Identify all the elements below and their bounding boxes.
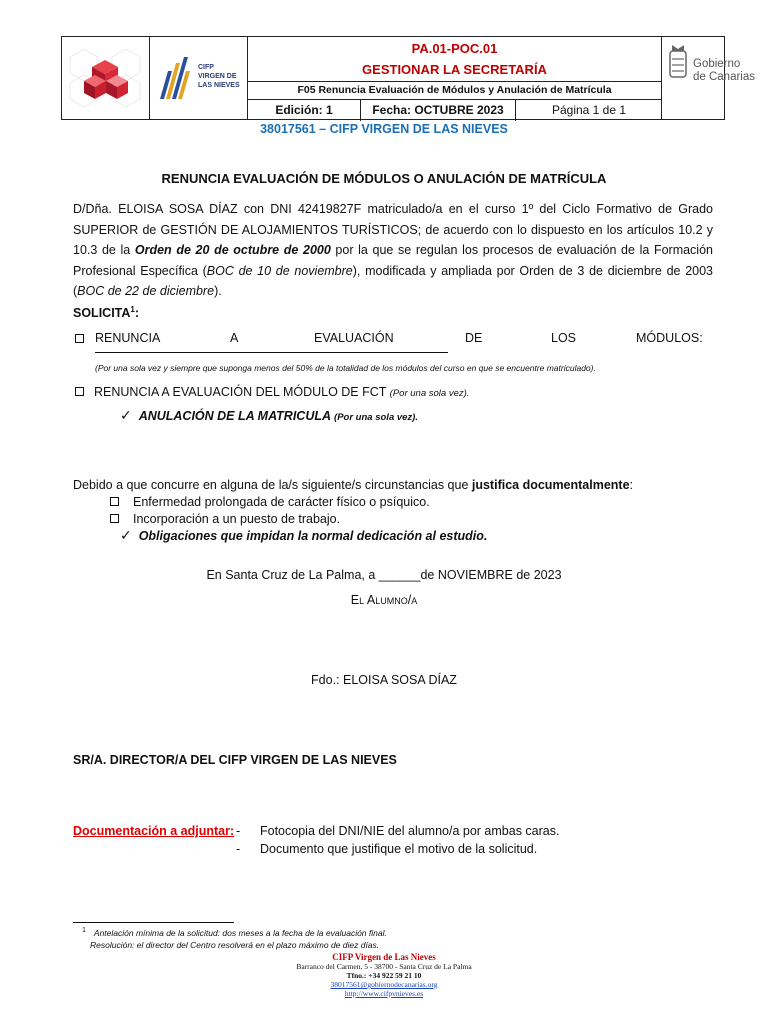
gov-logo-text xyxy=(693,58,755,84)
header-center-cell xyxy=(248,37,662,119)
footnote xyxy=(82,927,387,938)
solicita-label: SOLICITA xyxy=(73,306,131,321)
list-dash: - xyxy=(236,842,241,856)
document-title: RENUNCIA EVALUACIÓN DE MÓDULOS O ANULACIÓN DE MATRÍCULA xyxy=(161,171,607,186)
option-word: DE xyxy=(465,331,483,345)
footer-phone: Tfno.: +34 922 59 21 10 xyxy=(346,971,422,980)
gov-logo-line2: de Canarias xyxy=(693,71,756,83)
boc-reference: BOC de 10 de noviembre xyxy=(206,263,353,278)
gov-logo-line1: Gobierno xyxy=(693,58,741,70)
option-renuncia-fct xyxy=(73,385,469,399)
list-dash: - xyxy=(236,824,241,838)
intro-text: Debido a que concurre en alguna de la/s siguiente/s circunstancias que xyxy=(73,478,472,492)
process-name: GESTIONAR LA SECRETARÍA xyxy=(362,62,547,77)
option-word: A xyxy=(230,331,239,345)
check-mark-icon[interactable]: ✓ xyxy=(120,407,132,423)
option-label: RENUNCIA A EVALUACIÓN DEL MÓDULO DE FCT xyxy=(94,385,390,399)
modules-blank-line[interactable] xyxy=(95,352,448,353)
circumstance-label: Incorporación a un puesto de trabajo. xyxy=(133,512,341,526)
cubes-logo-icon xyxy=(62,37,148,119)
header-table xyxy=(61,36,725,120)
circumstance-item xyxy=(120,527,487,544)
edition-date: Fecha: OCTUBRE 2023 xyxy=(361,100,516,121)
header-logo-cell xyxy=(62,37,150,119)
school-logo-text: CIFP VIRGEN DE LAS NIEVES xyxy=(198,64,240,89)
footnote-text: Antelación mínima de la solicitud: dos meses a la fecha de la evaluación final. xyxy=(93,927,387,938)
request-paragraph xyxy=(73,199,713,302)
document-item: Fotocopia del DNI/NIE del alumno/a por ambas caras. xyxy=(260,824,560,838)
footer-school-name: CIFP Virgen de Las Nieves xyxy=(332,952,436,962)
form-name: F05 Renuncia Evaluación de Módulos y Anulación de Matrícula xyxy=(297,84,612,96)
option-label: ANULACIÓN DE LA MATRICULA xyxy=(138,409,335,423)
option-note: (Por una sola vez y siempre que suponga menos del 50% de la totalidad de los módulos del curso en que se encuentre matriculado). xyxy=(95,363,596,373)
option-word: RENUNCIA xyxy=(95,331,161,345)
paragraph-text: D/Dña. ELOISA SOSA DÍAZ con DNI 42419827F matriculado/a en el curso 1º del Ciclo Formativo de Grado SUPERIOR de GESTIÓN DE ALOJAMIENTOS TURÍSTICOS; de acuerdo con lo dispuesto en los artículos 10.2 y 10.3 de la xyxy=(73,202,713,257)
signature-line: Fdo.: ELOISA SOSA DÍAZ xyxy=(311,673,457,687)
option-word: LOS xyxy=(551,331,577,345)
intro-text: : xyxy=(629,478,634,492)
paragraph-text: ), modificada y ampliada por Orden de 3 de diciembre de 2003 ( xyxy=(73,263,713,298)
order-reference: Orden de 20 de octubre de 2000 xyxy=(134,243,331,257)
boc-reference: BOC de 22 de diciembre xyxy=(77,284,215,298)
footnote-mark: 1 xyxy=(82,927,86,934)
page-number: Página 1 de 1 xyxy=(551,103,627,117)
circumstances-intro xyxy=(73,478,633,492)
addressee: SR/A. DIRECTOR/A DEL CIFP VIRGEN DE LAS NIEVES xyxy=(73,753,397,767)
circumstance-label: Obligaciones que impidan la normal dedicación al estudio. xyxy=(138,529,488,543)
checkbox-icon[interactable] xyxy=(110,514,119,523)
gov-crest-icon xyxy=(666,43,690,87)
checkbox-icon[interactable] xyxy=(75,387,84,396)
document-code: PA.01-POC.01 xyxy=(411,41,498,56)
circumstance-item xyxy=(110,512,340,526)
student-label: El Alumno/a xyxy=(350,593,418,607)
paragraph-text: ). xyxy=(214,284,222,298)
footer-web-link[interactable]: http://www.cifpvnieves.es xyxy=(344,989,424,998)
documents-label-text: Documentación a adjuntar xyxy=(73,824,230,838)
option-anulacion-matricula xyxy=(120,407,418,424)
footnote-separator xyxy=(73,922,234,923)
circumstance-label: Enfermedad prolongada de carácter físico o psíquico. xyxy=(133,495,430,509)
footer-address: Barranco del Carmen, 5 - 38700 - Santa Cruz de La Palma xyxy=(296,962,472,971)
edition: Edición: 1 xyxy=(248,100,361,121)
place-date: En Santa Cruz de La Palma, a ______de NOVIEMBRE de 2023 xyxy=(206,568,562,582)
checkbox-icon[interactable] xyxy=(110,497,119,506)
option-word: MÓDULOS: xyxy=(636,331,703,345)
header-edition-row xyxy=(248,100,661,121)
documents-colon: : xyxy=(229,824,235,838)
footer-email-link[interactable]: 38017561@gobiernodecanarias.org xyxy=(330,980,438,989)
check-mark-icon[interactable]: ✓ xyxy=(120,527,132,543)
option-note: (Por una sola vez). xyxy=(334,412,418,423)
circumstance-item xyxy=(110,495,430,509)
school-logo-cell xyxy=(150,37,248,119)
header-divider xyxy=(248,81,661,82)
school-line: 38017561 – CIFP VIRGEN DE LAS NIEVES xyxy=(260,122,508,136)
checkbox-icon[interactable] xyxy=(75,334,84,343)
intro-emphasis: justifica documentalmente xyxy=(471,478,630,492)
footnote-mark: 1 xyxy=(130,305,135,314)
document-item: Documento que justifique el motivo de la solicitud. xyxy=(260,842,538,856)
documents-label xyxy=(73,824,234,838)
option-note: (Por una sola vez). xyxy=(389,388,470,399)
solicita-heading: SOLICITA$^1$: xyxy=(73,305,140,321)
footnote: Resolución: el director del Centro resolverá en el plazo máximo de diez días. xyxy=(90,940,380,950)
option-word: EVALUACIÓN xyxy=(314,331,394,345)
paragraph-text: por la que se regulan los procesos de evaluación de la Formación Profesional Específica ( xyxy=(73,243,713,278)
option-renuncia-modulos xyxy=(73,331,713,347)
